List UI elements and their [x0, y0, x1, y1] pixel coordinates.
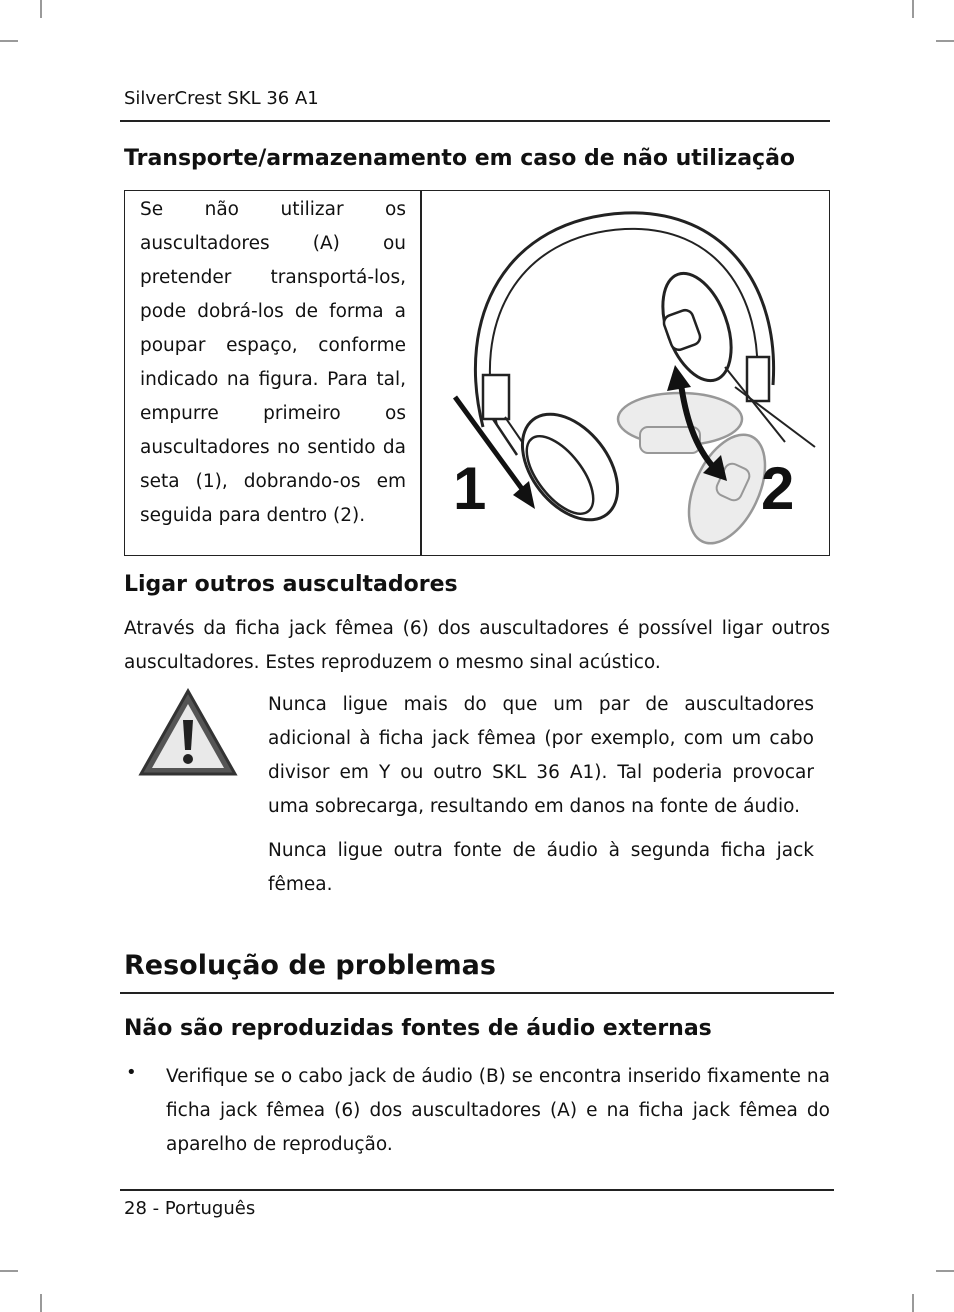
section-rule [120, 992, 834, 994]
right-slider [747, 357, 769, 401]
warning-text-2: Nunca ligue outra fonte de áudio à segunda ficha jack fêmea. [268, 840, 814, 895]
warning-text-1: Nunca ligue mais do que um par de auscultadores adicional à ficha jack fêmea (por exemplo, com um cabo divisor em Y ou outro SKL 36 A1). Tal poderia provocar uma sobrecarga, resultando em danos na fonte de áudio. [268, 694, 814, 817]
instruction-box [124, 190, 830, 556]
section-heading-transport: Transporte/armazenamento em caso de não utilização [124, 146, 796, 171]
folding-headphones-figure [435, 197, 825, 549]
figure-label-2: 2 [761, 455, 795, 522]
crop-mark [40, 0, 42, 18]
section-title-troubleshooting: Resolução de problemas [124, 950, 496, 981]
header-rule [120, 120, 830, 122]
figure-label-1: 1 [453, 455, 487, 522]
left-slider [483, 375, 509, 419]
footer-rule [120, 1189, 834, 1191]
section-heading-connect: Ligar outros auscultadores [124, 572, 458, 597]
crop-mark [936, 1270, 954, 1272]
page-number: 28 - Português [124, 1198, 256, 1219]
bullet-text: Verifique se o cabo jack de áudio (B) se encontra inserido fixamente na ficha jack fêmea (6) dos auscultadores (A) e na ficha jack fêmea do aparelho de reprodução. [166, 1066, 830, 1155]
subheading-external-audio: Não são reproduzidas fontes de áudio externas [124, 1016, 712, 1041]
crop-mark [0, 1270, 18, 1272]
crop-mark [936, 40, 954, 42]
crop-mark [912, 1294, 914, 1312]
bullet-marker: • [126, 1062, 137, 1083]
warning-triangle-icon [138, 688, 238, 778]
instruction-text: Se não utilizar os auscultadores (A) ou pretender transportá-los, pode dobrá-los de forma a poupar espaço, conforme indicado na figura. Para tal, empurre primeiro os auscultadores no sentido da seta (1), dobrando-os em seguida para dentro (2). [140, 199, 406, 526]
left-earcup [503, 396, 637, 537]
connect-intro: Através da ficha jack fêmea (6) dos auscultadores é possível ligar outros auscultadores. Estes reproduzem o mesmo sinal acústico. [124, 618, 830, 673]
crop-mark [0, 40, 18, 42]
crop-mark [40, 1294, 42, 1312]
headband [475, 213, 773, 427]
right-earcup-folded [650, 264, 745, 390]
crop-mark [912, 0, 914, 18]
box-divider [420, 191, 422, 555]
running-header: SilverCrest SKL 36 A1 [124, 88, 319, 109]
